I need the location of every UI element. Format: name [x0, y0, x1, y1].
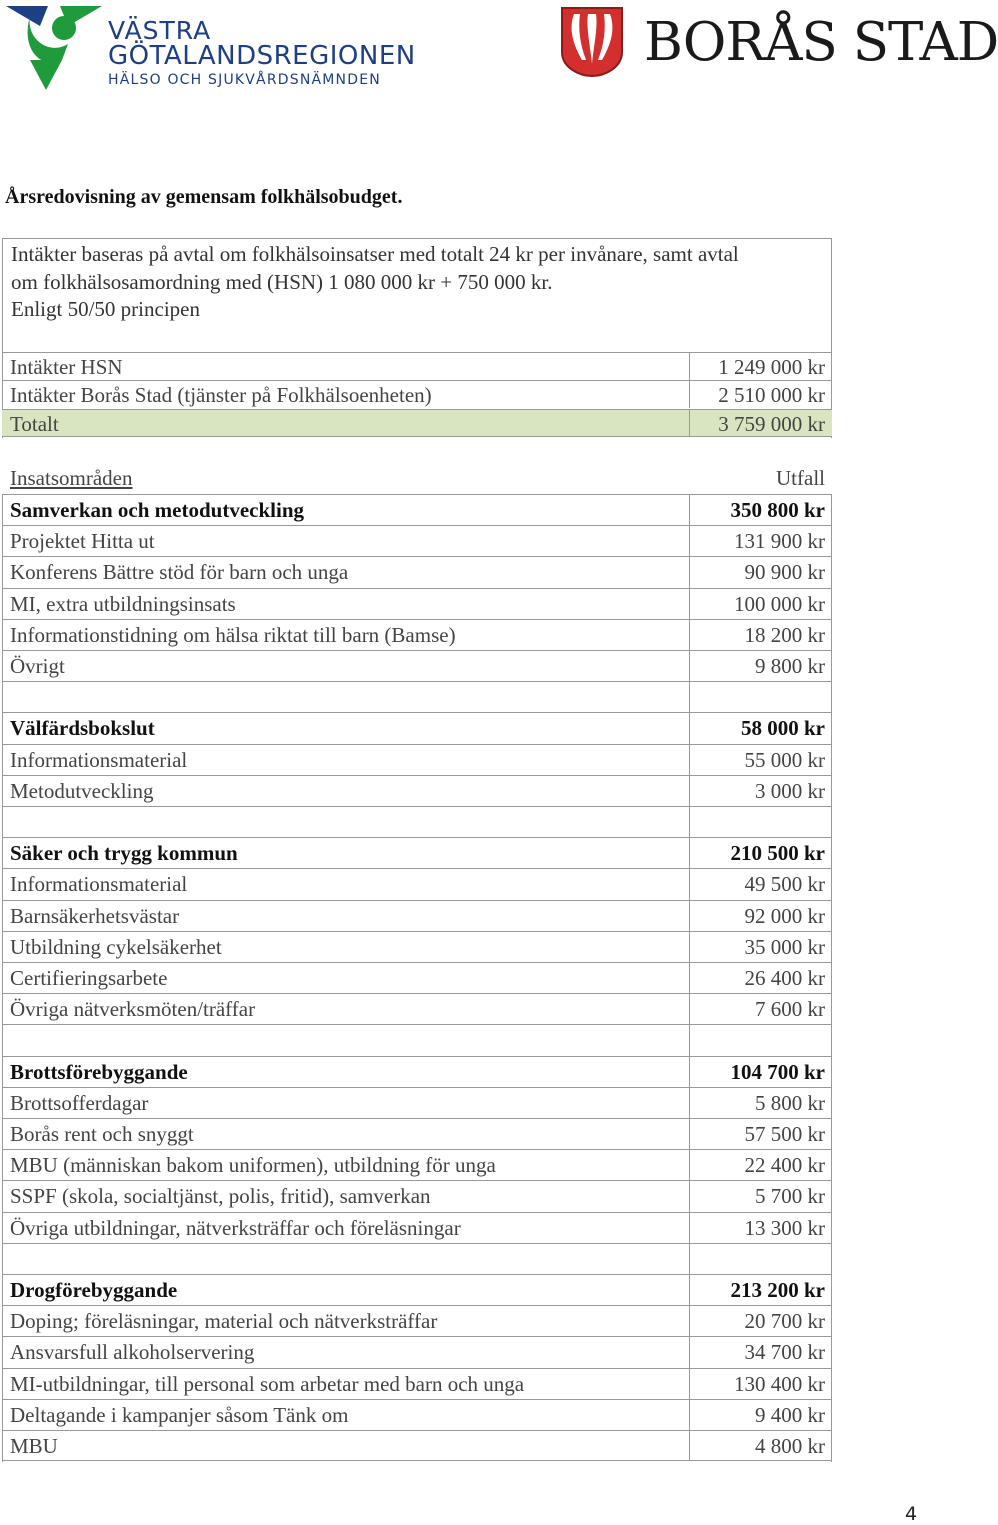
item-row	[2, 1368, 832, 1399]
item-row-label: Doping; föreläsningar, material och nätverksträffar	[10, 1309, 438, 1334]
spacer-row	[2, 681, 832, 712]
item-row-value: 22 400 kr	[689, 1150, 832, 1180]
item-row-label: Utbildning cykelsäkerhet	[10, 934, 222, 959]
income-row	[2, 380, 832, 408]
item-row-value: 34 700 kr	[689, 1337, 832, 1367]
spacer-row	[2, 1024, 832, 1055]
item-row-value: 57 500 kr	[689, 1119, 832, 1149]
item-row-label: MBU (människan bakom uniformen), utbildning för unga	[10, 1153, 496, 1178]
income-value: 1 249 000 kr	[689, 353, 832, 380]
income-total-value: 3 759 000 kr	[689, 410, 832, 436]
item-row-label: Informationstidning om hälsa riktat till barn (Bamse)	[10, 622, 456, 647]
spacer-row	[2, 806, 832, 837]
group-row-label: Samverkan och metodutveckling	[10, 498, 304, 522]
item-row	[2, 1212, 832, 1243]
item-row-label: Ansvarsfull alkoholservering	[10, 1340, 255, 1365]
item-row-value: 18 200 kr	[689, 620, 832, 650]
income-total-row	[2, 409, 832, 437]
item-row	[2, 868, 832, 899]
item-row-label: SSPF (skola, socialtjänst, polis, fritid), samverkan	[10, 1184, 431, 1209]
page-title: Årsredovisning av gemensam folkhälsobudget.	[5, 186, 403, 208]
item-row	[2, 962, 832, 993]
item-row-value: 90 900 kr	[689, 557, 832, 587]
item-row-value: 13 300 kr	[689, 1213, 832, 1243]
item-row-value: 130 400 kr	[689, 1369, 832, 1399]
item-row	[2, 931, 832, 962]
group-row-value: 104 700 kr	[689, 1057, 832, 1087]
item-row	[2, 619, 832, 650]
income-value: 2 510 000 kr	[689, 381, 832, 408]
item-row-label: Certifieringsarbete	[10, 966, 168, 990]
spacer-row-value	[689, 807, 832, 837]
group-row-label: Säker och trygg kommun	[10, 841, 238, 866]
spacer-row-label	[2, 1025, 689, 1055]
vgr-logo-line1: VÄSTRA	[108, 16, 212, 45]
vgr-logo-line2: GÖTALANDSREGIONEN	[108, 41, 416, 71]
item-row-value: 35 000 kr	[689, 932, 832, 962]
item-row	[2, 1180, 832, 1211]
item-row-label: MI, extra utbildningsinsats	[10, 591, 236, 616]
intro-line: Intäkter baseras på avtal om folkhälsoinsatser med totalt 24 kr per invånare, samt avtal	[11, 242, 739, 266]
item-row-label: Informationsmaterial	[10, 872, 188, 897]
item-row	[2, 1118, 832, 1149]
vgr-logo-line3: HÄLSO OCH SJUKVÅRDSNÄMNDEN	[108, 72, 381, 88]
item-row	[2, 525, 832, 556]
outcome-heading: Utfall	[776, 466, 825, 490]
item-row-label: Barnsäkerhetsvästar	[10, 903, 180, 928]
intro-box	[2, 238, 832, 349]
item-row	[2, 1149, 832, 1180]
item-row-label: Metodutveckling	[10, 778, 154, 803]
item-row-label: Brottsofferdagar	[10, 1090, 149, 1115]
item-row-label: MBU	[10, 1434, 58, 1458]
item-row-value: 9 800 kr	[689, 651, 832, 681]
group-row-label: Drogförebyggande	[10, 1278, 178, 1302]
vgr-emblem-icon	[4, 2, 104, 94]
vgr-logo	[4, 2, 434, 94]
group-row-value: 210 500 kr	[689, 838, 832, 868]
item-row-label: Övriga utbildningar, nätverksträffar och föreläsningar	[10, 1215, 461, 1240]
spacer-row-value	[689, 1244, 832, 1274]
page-number: 4	[905, 1503, 918, 1525]
item-row-value: 92 000 kr	[689, 901, 832, 931]
group-row-label: Välfärdsbokslut	[10, 716, 155, 741]
item-row-label: Informationsmaterial	[10, 747, 188, 772]
group-row-label: Brottsförebyggande	[10, 1059, 188, 1084]
item-row	[2, 993, 832, 1024]
income-label: Intäkter Borås Stad (tjänster på Folkhälsoenheten)	[10, 383, 432, 407]
spacer-row-value	[689, 682, 832, 712]
income-total-label: Totalt	[10, 412, 59, 436]
item-row	[2, 556, 832, 587]
spacer-row-label	[2, 1244, 689, 1274]
spacer-row	[2, 1243, 832, 1274]
boras-logo	[560, 6, 998, 80]
item-row	[2, 588, 832, 619]
item-row	[2, 1305, 832, 1336]
item-row-value: 4 800 kr	[689, 1431, 832, 1460]
item-row	[2, 1087, 832, 1118]
item-row-value: 20 700 kr	[689, 1306, 832, 1336]
item-row	[2, 1430, 832, 1461]
spacer-row-value	[689, 1025, 832, 1055]
item-row-label: Projektet Hitta ut	[10, 529, 155, 554]
item-row-label: MI-utbildningar, till personal som arbetar med barn och unga	[10, 1371, 525, 1396]
item-row-value: 26 400 kr	[689, 963, 832, 993]
spacer-row-label	[2, 682, 689, 712]
item-row-value: 5 700 kr	[689, 1181, 832, 1211]
item-row	[2, 650, 832, 681]
item-row-label: Konferens Bättre stöd för barn och unga	[10, 560, 349, 585]
boras-shield-icon	[560, 6, 624, 78]
income-row	[2, 352, 832, 380]
group-row	[2, 1274, 832, 1305]
item-row	[2, 775, 832, 806]
group-row	[2, 837, 832, 868]
spacer-row-label	[2, 807, 689, 837]
item-row	[2, 744, 832, 775]
item-row	[2, 900, 832, 931]
group-row	[2, 494, 832, 525]
item-row-value: 55 000 kr	[689, 745, 832, 775]
item-row-value: 9 400 kr	[689, 1400, 832, 1430]
item-row-value: 5 800 kr	[689, 1088, 832, 1118]
item-row-label: Övrigt	[10, 654, 65, 678]
areas-heading: Insatsområden	[10, 466, 133, 490]
item-row-value: 7 600 kr	[689, 994, 832, 1024]
intro-line: om folkhälsosamordning med (HSN) 1 080 000 kr + 750 000 kr.	[11, 269, 553, 294]
item-row-value: 100 000 kr	[689, 589, 832, 619]
item-row-value: 49 500 kr	[689, 869, 832, 899]
group-row-value: 213 200 kr	[689, 1275, 832, 1305]
item-row-label: Deltagande i kampanjer såsom Tänk om	[10, 1402, 349, 1427]
item-row-value: 131 900 kr	[689, 526, 832, 556]
group-row-value: 350 800 kr	[689, 495, 832, 525]
group-row-value: 58 000 kr	[689, 713, 832, 743]
item-row-value: 3 000 kr	[689, 776, 832, 806]
group-row	[2, 1056, 832, 1087]
boras-logo-text: BORÅS STAD	[644, 12, 998, 73]
item-row	[2, 1336, 832, 1367]
item-row-label: Borås rent och snyggt	[10, 1122, 194, 1146]
item-row	[2, 1399, 832, 1430]
income-label: Intäkter HSN	[10, 355, 123, 379]
group-row	[2, 712, 832, 743]
item-row-label: Övriga nätverksmöten/träffar	[10, 997, 256, 1022]
intro-line: Enligt 50/50 principen	[11, 297, 200, 321]
